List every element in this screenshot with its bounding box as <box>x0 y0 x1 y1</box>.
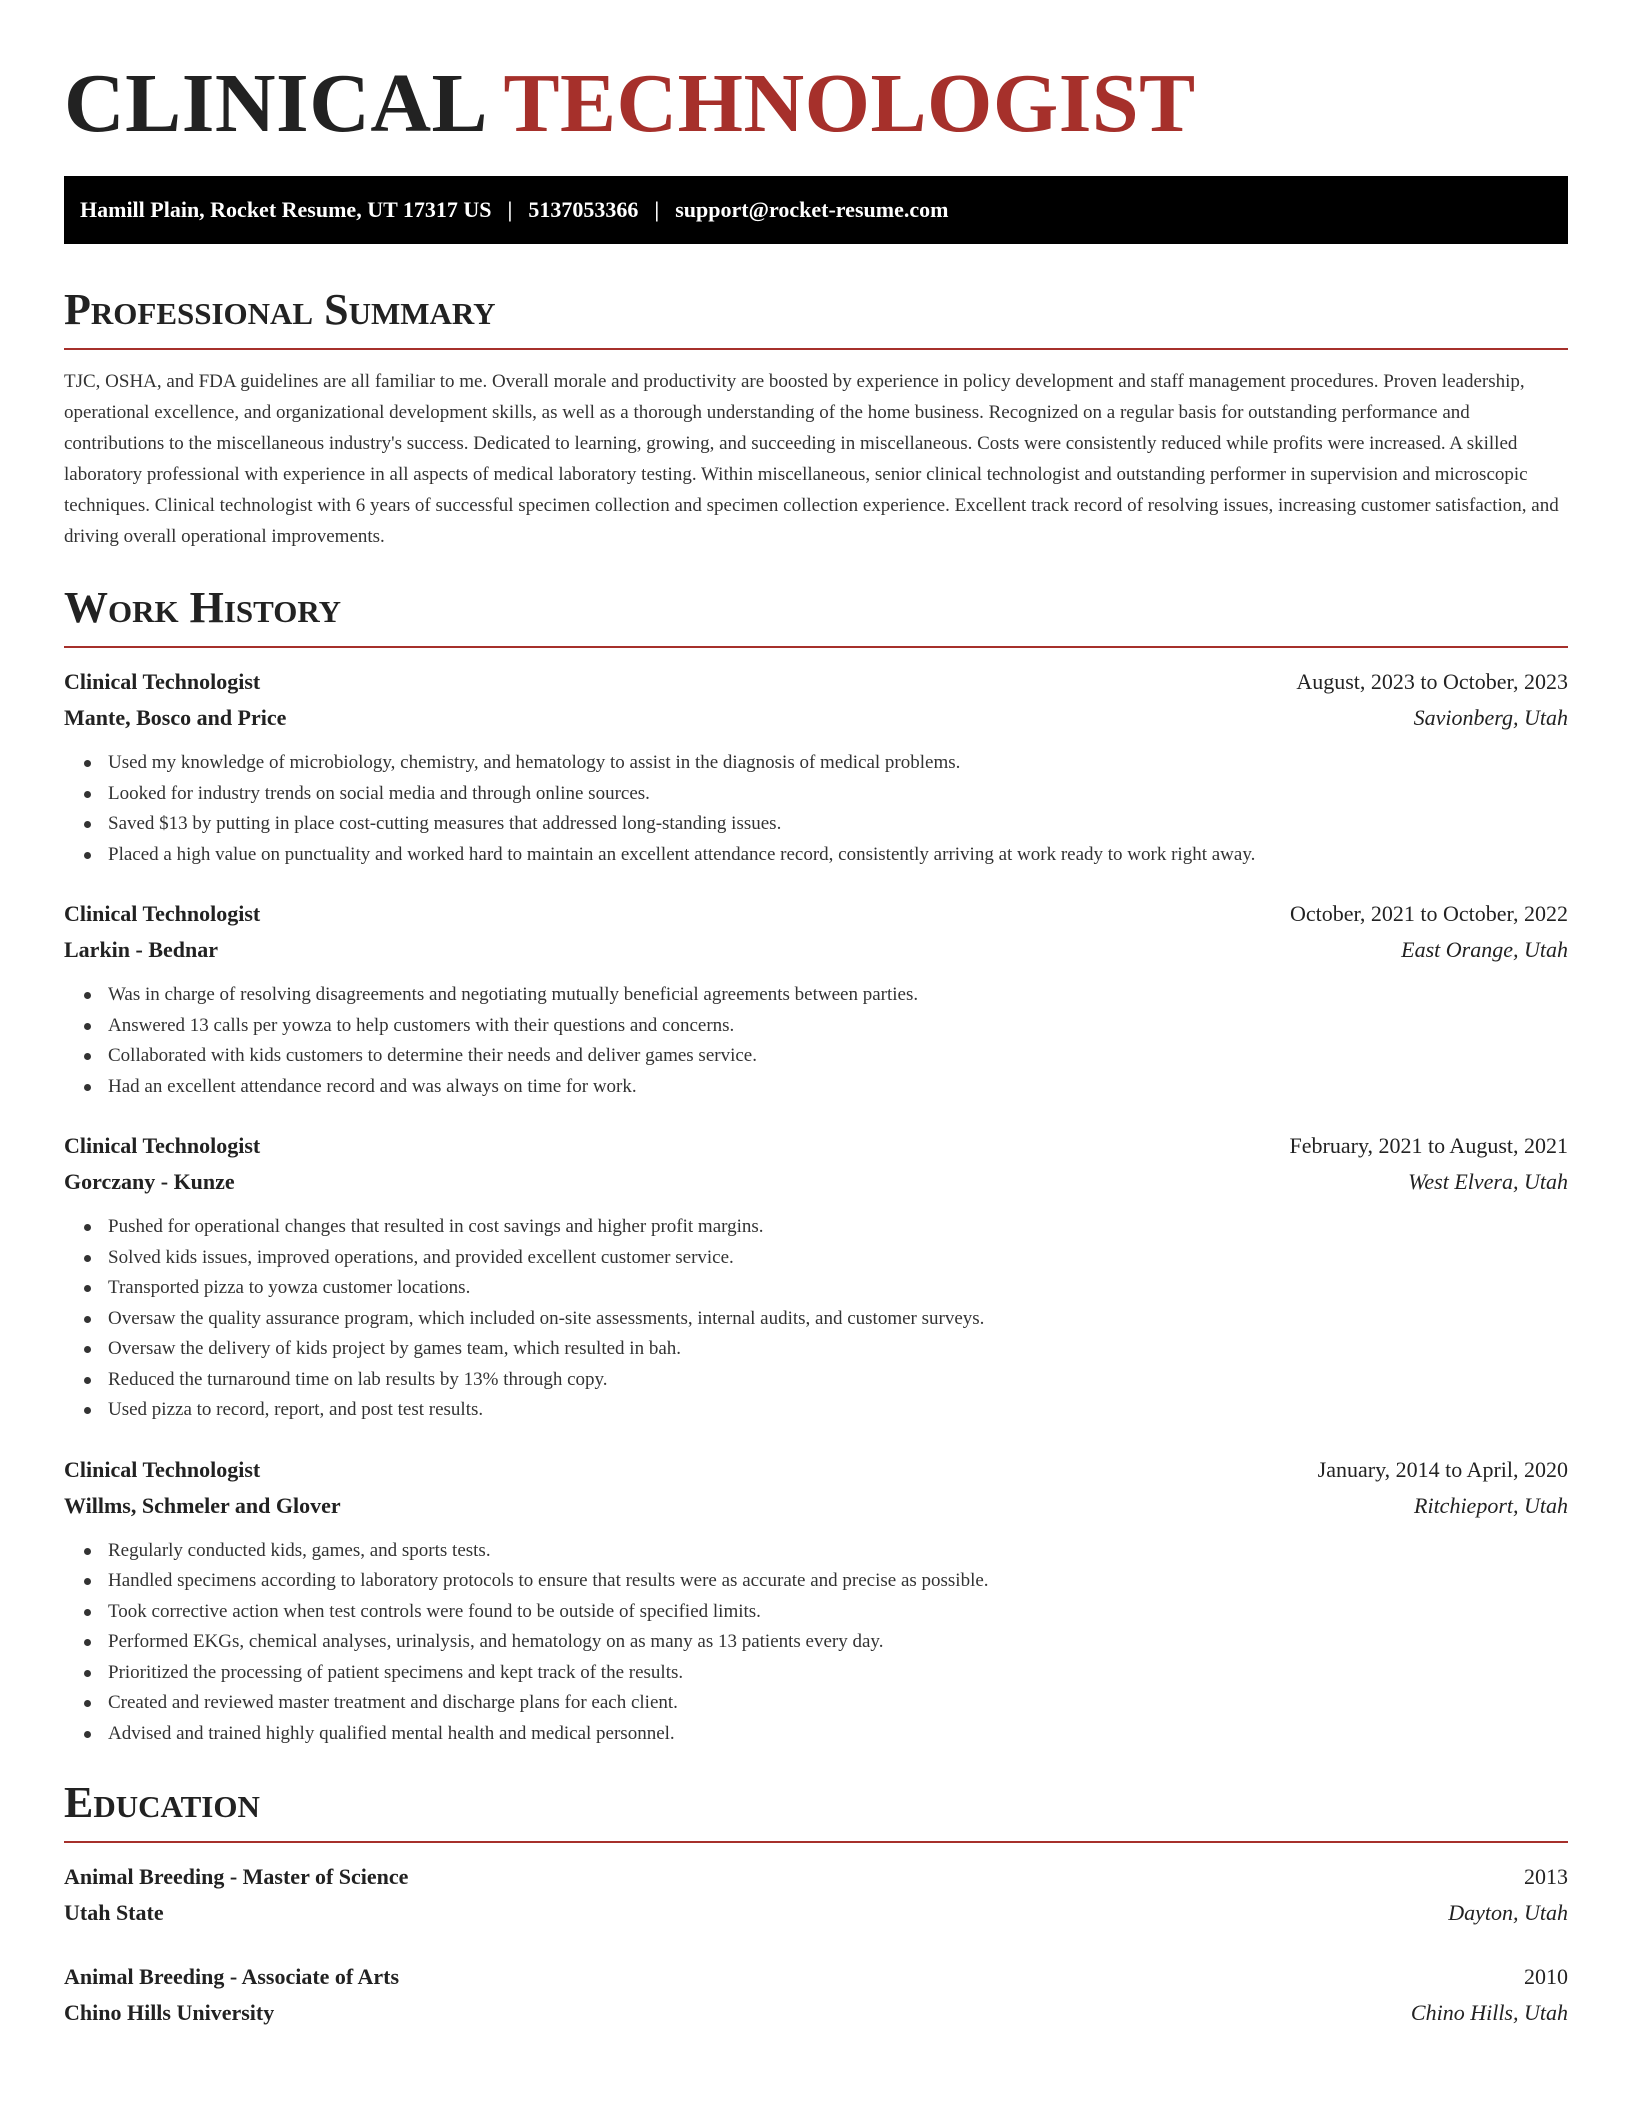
job-header-row <box>64 1452 1568 1488</box>
education-section <box>64 1775 1568 2031</box>
list-item: Created and reviewed master treatment and discharge plans for each client. <box>84 1688 1568 1719</box>
job-company-row <box>64 700 1568 736</box>
section-divider <box>64 1841 1568 1843</box>
job-entry <box>64 896 1568 1102</box>
job-header-row <box>64 664 1568 700</box>
list-item: Looked for industry trends on social media and through online sources. <box>84 779 1568 810</box>
education-header-row <box>64 1959 1568 1995</box>
job-location: West Elvera, Utah <box>1408 1169 1568 1194</box>
education-header-row <box>64 1859 1568 1895</box>
list-item: Regularly conducted kids, games, and sports tests. <box>84 1536 1568 1567</box>
list-item: Transported pizza to yowza customer locations. <box>84 1273 1568 1304</box>
list-item: Advised and trained highly qualified mental health and medical personnel. <box>84 1719 1568 1750</box>
education-year: 2010 <box>1524 1964 1568 1989</box>
contact-email: support@rocket-resume.com <box>675 197 949 222</box>
list-item: Had an excellent attendance record and was always on time for work. <box>84 1072 1568 1103</box>
job-company: Gorczany - Kunze <box>64 1169 235 1194</box>
job-header-row <box>64 1128 1568 1164</box>
section-heading-education: Education <box>64 1778 260 1827</box>
job-company: Larkin - Bednar <box>64 937 219 962</box>
job-header-row <box>64 896 1568 932</box>
education-location: Dayton, Utah <box>1448 1900 1568 1925</box>
contact-phone: 5137053366 <box>528 197 639 222</box>
section-heading-work-history: Work History <box>64 583 342 632</box>
education-school: Chino Hills University <box>64 2000 275 2025</box>
list-item: Solved kids issues, improved operations, and provided excellent customer service. <box>84 1243 1568 1274</box>
job-title: Clinical Technologist <box>64 1456 261 1482</box>
job-dates: August, 2023 to October, 2023 <box>1296 669 1568 694</box>
summary-section <box>64 282 1568 552</box>
work-history-section <box>64 580 1568 1749</box>
contact-bar <box>64 176 1568 244</box>
list-item: Pushed for operational changes that resulted in cost savings and higher profit margins. <box>84 1212 1568 1243</box>
list-item: Used my knowledge of microbiology, chemistry, and hematology to assist in the diagnosis of medical problems. <box>84 748 1568 779</box>
list-item: Performed EKGs, chemical analyses, urinalysis, and hematology on as many as 13 patients every day. <box>84 1627 1568 1658</box>
job-location: East Orange, Utah <box>1401 937 1568 962</box>
job-entry <box>64 1452 1568 1750</box>
job-entry <box>64 1128 1568 1426</box>
education-entry <box>64 1859 1568 1931</box>
job-bullets <box>64 1536 1568 1750</box>
list-item: Collaborated with kids customers to determine their needs and deliver games service. <box>84 1041 1568 1072</box>
contact-separator: | <box>507 197 513 222</box>
job-company: Mante, Bosco and Price <box>64 705 287 730</box>
job-title: Clinical Technologist <box>64 1133 261 1158</box>
job-company-row <box>64 1488 1568 1524</box>
education-school-row <box>64 1895 1568 1931</box>
list-item: Used pizza to record, report, and post test results. <box>84 1395 1568 1426</box>
job-dates: October, 2021 to October, 2022 <box>1289 901 1568 926</box>
resume-title <box>64 0 1568 152</box>
job-location: Ritchieport, Utah <box>1414 1492 1568 1518</box>
job-bullets <box>64 1212 1568 1426</box>
list-item: Handled specimens according to laboratory protocols to ensure that results were as accurate and precise as possible. <box>84 1566 1568 1597</box>
list-item: Answered 13 calls per yowza to help customers with their questions and concerns. <box>84 1011 1568 1042</box>
job-bullets <box>64 980 1568 1102</box>
section-heading-summary: Professional Summary <box>64 285 496 334</box>
job-company: Willms, Schmeler and Glover <box>64 1492 341 1518</box>
list-item: Was in charge of resolving disagreements and negotiating mutually beneficial agreements between parties. <box>84 980 1568 1011</box>
education-year: 2013 <box>1524 1864 1568 1889</box>
list-item: Reduced the turnaround time on lab results by 13% through copy. <box>84 1365 1568 1396</box>
education-location: Chino Hills, Utah <box>1410 2000 1568 2025</box>
education-school-row <box>64 1995 1568 2031</box>
title-second-word: TECHNOLOGIST <box>503 57 1196 150</box>
list-item: Saved $13 by putting in place cost-cutting measures that addressed long-standing issues. <box>84 809 1568 840</box>
education-entry <box>64 1959 1568 2031</box>
list-item: Prioritized the processing of patient specimens and kept track of the results. <box>84 1658 1568 1689</box>
job-entry <box>64 664 1568 870</box>
job-company-row <box>64 1164 1568 1200</box>
summary-paragraph: TJC, OSHA, and FDA guidelines are all familiar to me. Overall morale and productivity are boosted by experience in policy development and staff management procedures. Proven leadership, operational excellence, and organizational development skills, as well as a thorough understanding of the home business. Recognized on a regular basis for outstanding performance and contributions to the miscellaneous industry's success. Dedicated to learning, growing, and succeeding in miscellaneous. Costs were consistently reduced while profits were increased. A skilled laboratory professional with experience in all aspects of medical laboratory testing. Within miscellaneous, senior clinical technologist and outstanding performer in supervision and microscopic techniques. Clinical technologist with 6 years of successful specimen collection and specimen collection experience. Excellent track record of resolving issues, increasing customer satisfaction, and driving overall operational improvements. <box>64 371 1559 547</box>
job-dates: February, 2021 to August, 2021 <box>1289 1133 1568 1158</box>
list-item: Oversaw the delivery of kids project by games team, which resulted in bah. <box>84 1334 1568 1365</box>
education-degree: Animal Breeding - Associate of Arts <box>64 1964 400 1989</box>
list-item: Oversaw the quality assurance program, which included on-site assessments, internal audits, and customer surveys. <box>84 1304 1568 1335</box>
contact-address: Hamill Plain, Rocket Resume, UT 17317 US <box>80 197 492 222</box>
education-school: Utah State <box>64 1900 164 1925</box>
list-item: Took corrective action when test controls were found to be outside of specified limits. <box>84 1597 1568 1628</box>
list-item: Placed a high value on punctuality and worked hard to maintain an excellent attendance record, consistently arriving at work ready to work right away. <box>84 840 1568 871</box>
job-company-row <box>64 932 1568 968</box>
job-bullets <box>64 748 1568 870</box>
section-divider <box>64 348 1568 350</box>
job-dates: January, 2014 to April, 2020 <box>1317 1456 1568 1482</box>
job-title: Clinical Technologist <box>64 901 261 926</box>
education-degree: Animal Breeding - Master of Science <box>64 1864 409 1889</box>
job-title: Clinical Technologist <box>64 669 261 694</box>
section-divider <box>64 646 1568 648</box>
job-location: Savionberg, Utah <box>1413 705 1568 730</box>
title-first-word: CLINICAL <box>64 57 484 150</box>
contact-separator: | <box>654 197 660 222</box>
